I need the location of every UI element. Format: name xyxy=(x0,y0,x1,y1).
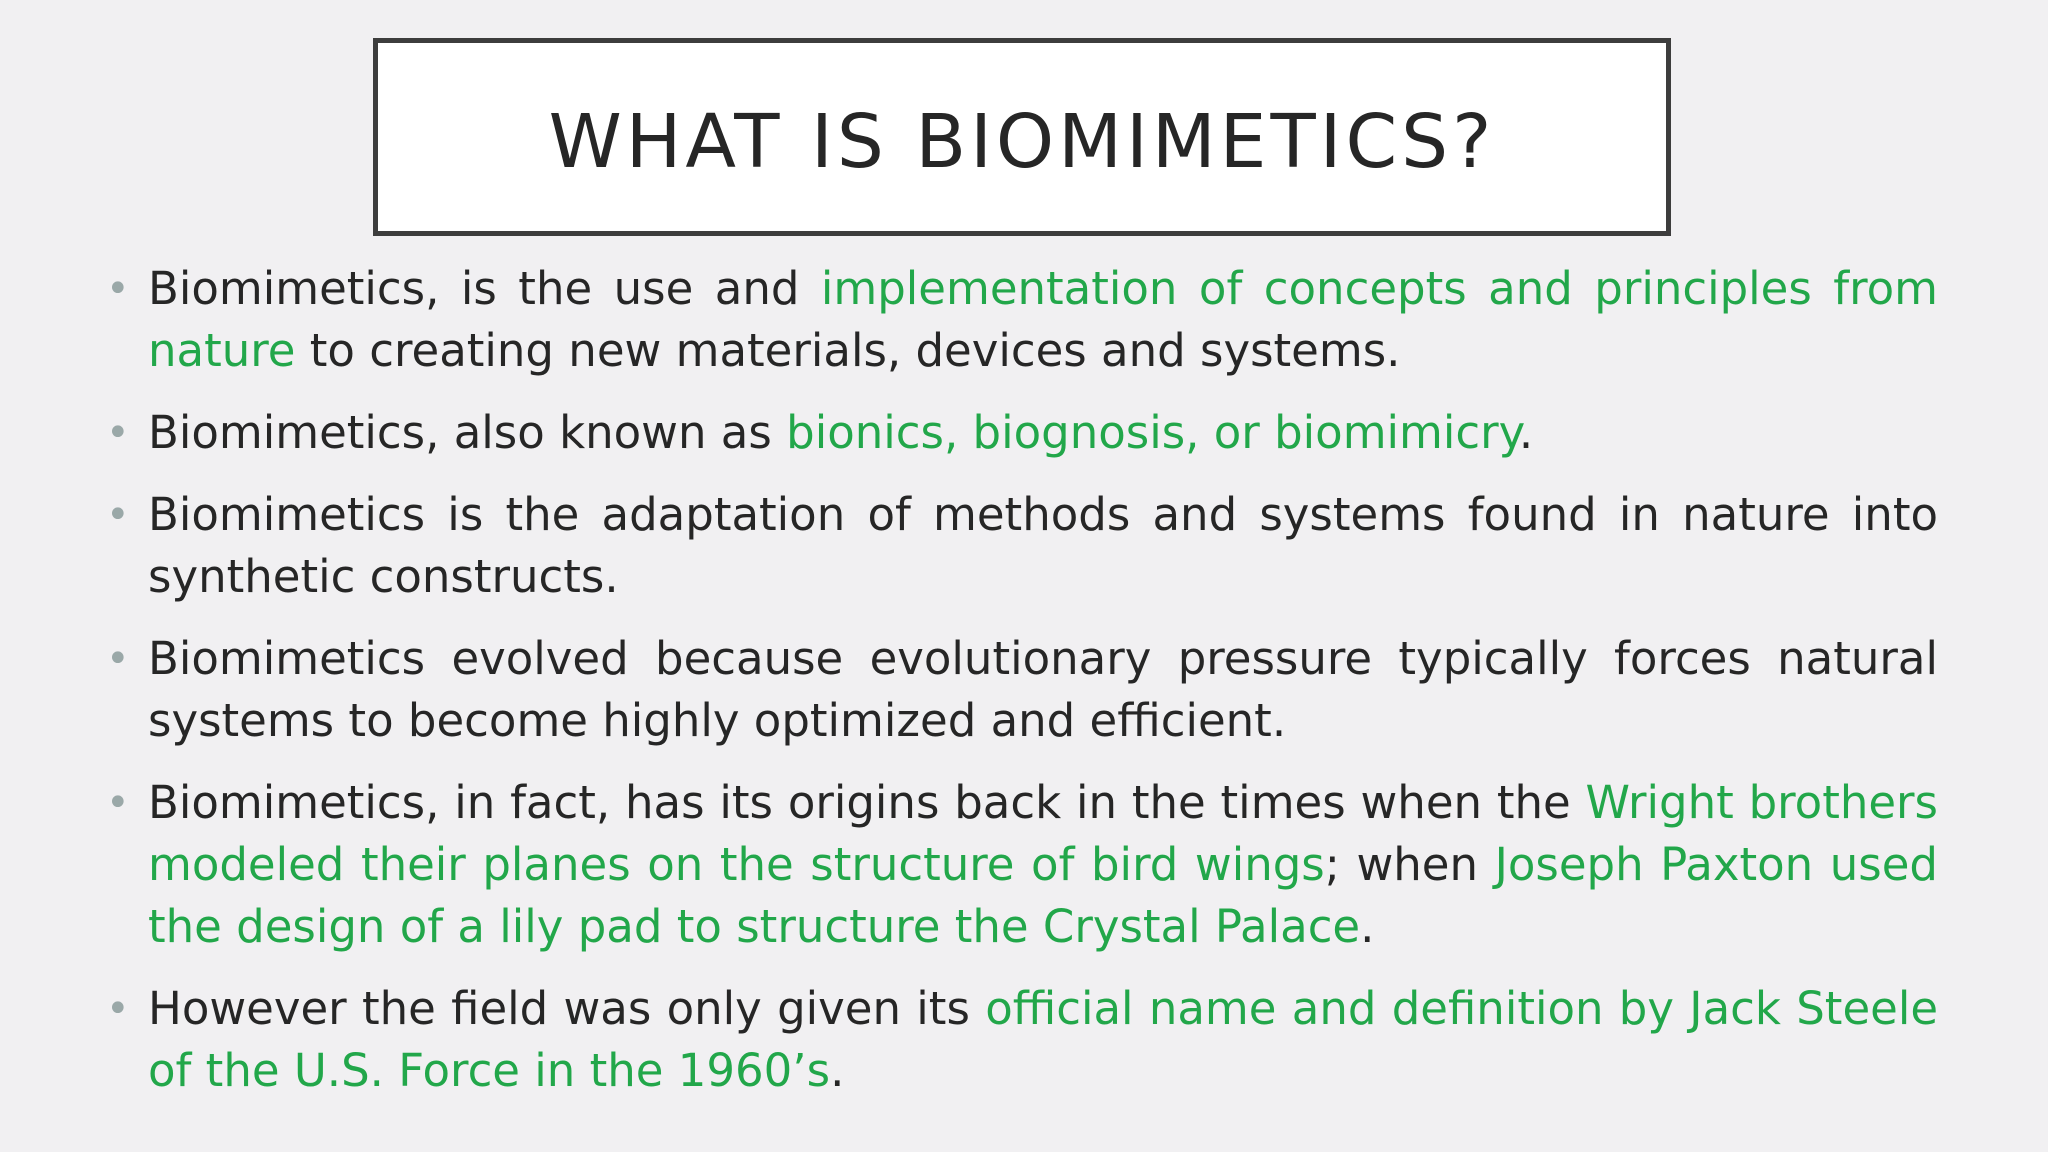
bullet-also-known-as xyxy=(148,402,1938,464)
highlighted-text: bionics, biognosis, or biomimicry xyxy=(786,406,1519,459)
bullet-text: . xyxy=(1518,406,1534,459)
bullet-origins xyxy=(148,772,1938,958)
bullet-adaptation xyxy=(148,484,1938,608)
highlighted-text: official name and definition by Jack Steele of the U.S. Force in the 1960’s xyxy=(148,982,1939,1097)
title-box xyxy=(373,38,1671,236)
bullet-text: to creating new materials, devices and systems. xyxy=(295,324,1401,377)
highlighted-text: Joseph Paxton used the design of a lily pad to structure the Crystal Palace xyxy=(148,838,1938,953)
highlighted-text: Wright brothers modeled their planes on the structure of bird wings xyxy=(148,776,1938,891)
bullet-text: However the field was only given its xyxy=(148,982,986,1035)
slide-title: WHAT IS BIOMIMETICS? xyxy=(548,99,1496,185)
bullet-text: Biomimetics is the adaptation of methods and systems found in nature into synthetic constructs. xyxy=(148,488,1938,603)
bullet-text: . xyxy=(830,1044,845,1097)
bullet-text: Biomimetics, in fact, has its origins back in the times when the xyxy=(148,776,1586,829)
bullet-evolution xyxy=(148,628,1938,752)
highlighted-text: implementation of concepts and principles from nature xyxy=(148,262,1939,377)
bullet-definition xyxy=(148,258,1938,382)
bullet-text: . xyxy=(1360,900,1375,953)
bullet-text: ; when xyxy=(1324,838,1495,891)
bullet-text: Biomimetics evolved because evolutionary pressure typically forces natural systems to become highly optimized and efficient. xyxy=(148,632,1938,747)
bullet-text: Biomimetics, is the use and xyxy=(148,262,821,315)
bullet-list xyxy=(148,258,1938,1122)
bullet-text: Biomimetics, also known as xyxy=(148,406,787,459)
bullet-official-name xyxy=(148,978,1938,1102)
